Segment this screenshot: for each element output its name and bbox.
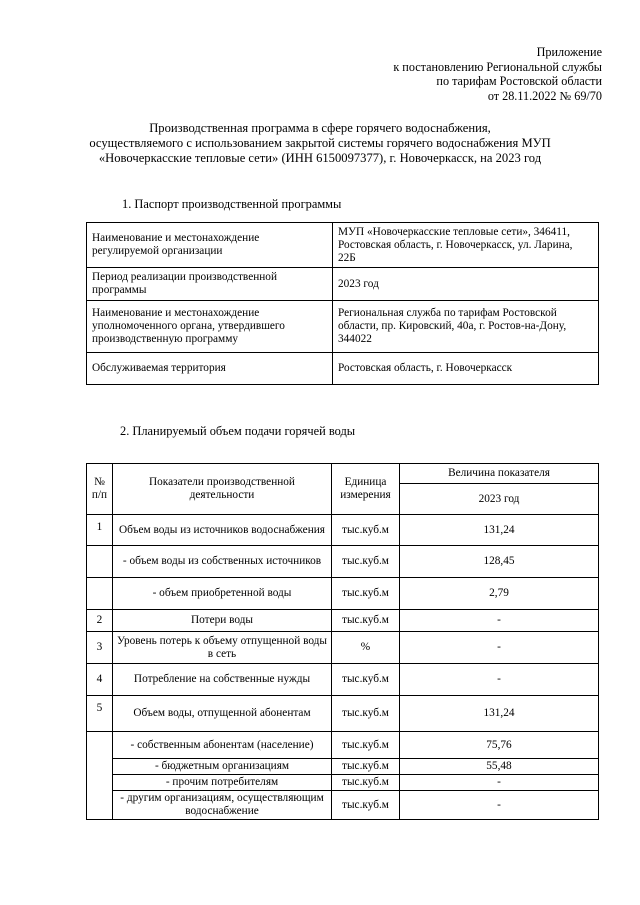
- row-num: [87, 546, 113, 578]
- table-row: [87, 610, 599, 632]
- row-value: 55,48: [400, 759, 599, 775]
- row-indicator: - собственным абонентам (население): [113, 732, 332, 759]
- row-unit: тыс.куб.м: [332, 610, 400, 632]
- table-row: [87, 578, 599, 610]
- table-header-row: [87, 464, 599, 484]
- header-unit: Единица измерения: [332, 464, 400, 515]
- table-row: [87, 546, 599, 578]
- row-indicator: - бюджетным организациям: [113, 759, 332, 775]
- section1-heading: 1. Паспорт производственной программы: [122, 197, 342, 211]
- appendix-line: к постановлению Региональной службы: [393, 59, 602, 74]
- appendix-block: [393, 45, 602, 103]
- row-indicator: - объем воды из собственных источников: [113, 546, 332, 578]
- row-value: 131,24: [400, 696, 599, 732]
- passport-row: [87, 300, 599, 352]
- row-num: 2: [87, 610, 113, 632]
- passport-table: [86, 222, 599, 385]
- table-row: [87, 696, 599, 732]
- passport-row: [87, 268, 599, 301]
- row-indicator: Потери воды: [113, 610, 332, 632]
- row-unit: тыс.куб.м: [332, 791, 400, 820]
- row-indicator: Объем воды, отпущенной абонентам: [113, 696, 332, 732]
- header-year: 2023 год: [400, 484, 599, 515]
- title-line: «Новочеркасские тепловые сети» (ИНН 6150097377), г. Новочеркасск, на 2023 год: [98, 151, 542, 165]
- row-indicator: - объем приобретенной воды: [113, 578, 332, 610]
- water-supply-table: [86, 463, 599, 820]
- row-num: 3: [87, 632, 113, 664]
- appendix-date: от 28.11.2022 № 69/70: [487, 88, 602, 103]
- row-indicator: Объем воды из источников водоснабжения: [113, 515, 332, 546]
- row-value: -: [400, 610, 599, 632]
- section2-heading: 2. Планируемый объем подачи горячей воды: [120, 424, 356, 438]
- header-value: Величина показателя: [400, 464, 599, 484]
- row-value: 75,76: [400, 732, 599, 759]
- row-indicator: Потребление на собственные нужды: [113, 664, 332, 696]
- row-unit: тыс.куб.м: [332, 732, 400, 759]
- passport-value: Ростовская область, г. Новочеркасск: [333, 352, 599, 384]
- passport-value: МУП «Новочеркасские тепловые сети», 346411, Ростовская область, г. Новочеркасск, ул. Ларина, 22Б: [333, 223, 599, 268]
- table-row: [87, 759, 599, 775]
- row-unit: тыс.куб.м: [332, 775, 400, 791]
- row-unit: тыс.куб.м: [332, 696, 400, 732]
- table-row: [87, 775, 599, 791]
- row-num: [87, 578, 113, 610]
- row-num: 1: [87, 515, 113, 546]
- row-value: 131,24: [400, 515, 599, 546]
- table-row: [87, 791, 599, 820]
- header-indicator: Показатели производственной деятельности: [113, 464, 332, 515]
- row-value: -: [400, 775, 599, 791]
- row-value: -: [400, 664, 599, 696]
- row-unit: %: [332, 632, 400, 664]
- row-value: -: [400, 632, 599, 664]
- table-row: [87, 732, 599, 759]
- row-value: 2,79: [400, 578, 599, 610]
- appendix-line: по тарифам Ростовской области: [436, 74, 602, 88]
- row-unit: тыс.куб.м: [332, 546, 400, 578]
- title-line: осуществляемого с использованием закрытой системы горячего водоснабжения МУП: [89, 136, 551, 150]
- row-unit: тыс.куб.м: [332, 515, 400, 546]
- row-unit: тыс.куб.м: [332, 759, 400, 775]
- appendix-line: Приложение: [536, 45, 602, 59]
- row-num: 5: [87, 696, 113, 732]
- header-num: № п/п: [87, 464, 113, 515]
- title-line: Производственная программа в сфере горячего водоснабжения,: [149, 121, 491, 135]
- passport-label: Обслуживаемая территория: [87, 352, 333, 384]
- passport-label: Наименование и местонахождение уполномоченного органа, утвердившего производственную программу: [87, 300, 333, 352]
- passport-value: 2023 год: [333, 268, 599, 301]
- row-unit: тыс.куб.м: [332, 664, 400, 696]
- row-value: 128,45: [400, 546, 599, 578]
- row-value: -: [400, 791, 599, 820]
- row-num: 4: [87, 664, 113, 696]
- passport-row: [87, 223, 599, 268]
- passport-row: [87, 352, 599, 384]
- table-row: [87, 664, 599, 696]
- document-title: [60, 121, 580, 166]
- row-indicator: - прочим потребителям: [113, 775, 332, 791]
- row-num: [87, 732, 113, 820]
- table-row: [87, 515, 599, 546]
- row-indicator: - другим организациям, осуществляющим водоснабжение: [113, 791, 332, 820]
- row-unit: тыс.куб.м: [332, 578, 400, 610]
- table-row: [87, 632, 599, 664]
- row-indicator: Уровень потерь к объему отпущенной воды в сеть: [113, 632, 332, 664]
- passport-label: Наименование и местонахождение регулируемой организации: [87, 223, 333, 268]
- passport-label: Период реализации производственной программы: [87, 268, 333, 301]
- passport-value: Региональная служба по тарифам Ростовской области, пр. Кировский, 40а, г. Ростов-на-Дону, 344022: [333, 300, 599, 352]
